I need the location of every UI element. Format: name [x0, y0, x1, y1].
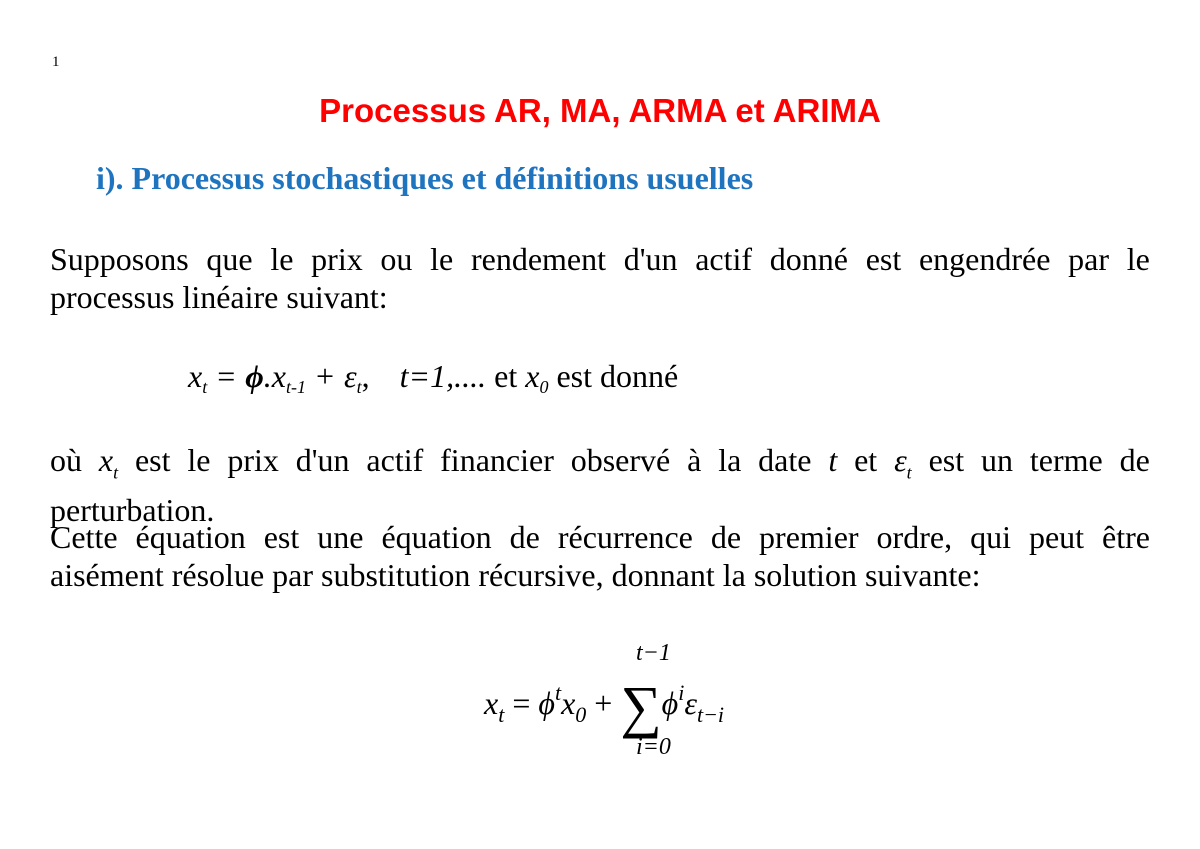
sum-lower-limit: i=0	[636, 734, 671, 760]
word: est	[928, 442, 965, 478]
word: de	[1119, 442, 1150, 478]
word: où	[50, 442, 82, 478]
word: engendrée	[918, 241, 1051, 277]
word: financier	[440, 442, 554, 478]
eq-plus: +	[315, 358, 335, 394]
paragraph-solution	[50, 518, 1150, 594]
word: prix	[311, 241, 363, 277]
inline-var-xt	[99, 441, 118, 491]
word: d'un	[623, 241, 678, 277]
eq-phi: ϕ	[538, 685, 555, 721]
eq-text: est donné	[556, 358, 679, 394]
eq-epsilon: ε	[894, 442, 907, 478]
word: la	[718, 442, 742, 478]
word: Cette	[50, 519, 118, 555]
inline-var-t: t	[828, 442, 838, 478]
word: équation	[135, 519, 246, 555]
eq-phi: ϕ	[661, 685, 679, 721]
word: être	[1102, 519, 1150, 555]
word: un	[980, 442, 1013, 478]
page-number: 1	[52, 54, 60, 70]
word: le	[270, 241, 294, 277]
word: rendement	[470, 241, 606, 277]
word: prix	[227, 442, 279, 478]
word: récurrence	[557, 519, 693, 555]
word: et	[854, 442, 878, 478]
eq-sub: 0	[575, 702, 587, 727]
word: une	[317, 519, 364, 555]
eq-equals: =	[512, 685, 531, 721]
paragraph-intro-line1	[50, 240, 1150, 278]
paragraph-definition-line1	[50, 441, 1150, 491]
word: de	[710, 519, 742, 555]
paragraph-intro-line2: processus linéaire suivant:	[50, 279, 388, 315]
word: qui	[970, 519, 1011, 555]
word: actif	[366, 442, 424, 478]
word: à	[687, 442, 702, 478]
paragraph-definition	[50, 441, 1150, 529]
inline-var-epsilon	[894, 441, 912, 491]
word: de	[509, 519, 540, 555]
eq-text: et	[494, 358, 518, 394]
word: actif	[695, 241, 753, 277]
equation-recurrence	[188, 358, 678, 398]
eq-equals: =	[217, 358, 236, 394]
eq-var-x: .x	[263, 358, 286, 394]
word: le	[187, 442, 211, 478]
eq-comma: ,	[361, 358, 370, 394]
word: Supposons	[50, 241, 189, 277]
eq-phi: ϕ	[245, 358, 264, 394]
eq-var-x: x	[98, 442, 114, 478]
paragraph-solution-line2: aisément résolue par substitution récursive, donnant la solution suivante:	[50, 557, 981, 593]
sum-symbol: ∑	[620, 674, 662, 739]
word: peut	[1028, 519, 1085, 555]
word: donné	[769, 241, 848, 277]
eq-var-x: x	[525, 358, 540, 394]
page-title: Processus AR, MA, ARMA et ARIMA	[319, 92, 881, 129]
eq-sup: t	[554, 680, 562, 705]
eq-sub: t	[498, 702, 505, 727]
eq-var-x: x	[484, 685, 499, 721]
word: d'un	[295, 442, 350, 478]
sum-upper-limit: t−1	[636, 640, 671, 666]
paragraph-solution-line1	[50, 518, 1150, 556]
word: le	[430, 241, 454, 277]
word: est	[865, 241, 902, 277]
word: est	[134, 442, 171, 478]
word: que	[206, 241, 253, 277]
word: terme	[1029, 442, 1103, 478]
section-heading: i). Processus stochastiques et définitions usuelles	[96, 160, 754, 196]
word: premier	[759, 519, 859, 555]
word: équation	[381, 519, 492, 555]
word: ou	[380, 241, 413, 277]
word: ordre,	[876, 519, 953, 555]
eq-var-x: x	[188, 358, 203, 394]
eq-sub: t	[113, 462, 119, 483]
word: est	[263, 519, 300, 555]
equation-solution-main	[484, 674, 725, 739]
eq-sub: t	[906, 462, 912, 483]
eq-sub: t	[356, 377, 362, 397]
eq-sub: t−i	[696, 702, 725, 727]
word: observé	[570, 442, 671, 478]
eq-sub: t-1	[285, 377, 306, 397]
eq-sub: 0	[539, 377, 549, 397]
word: date	[758, 442, 812, 478]
paragraph-definition-line2: perturbation.	[50, 492, 215, 529]
eq-sup: i	[678, 680, 685, 705]
paragraph-intro	[50, 240, 1150, 316]
eq-sub: t	[202, 377, 208, 397]
eq-epsilon: ε	[344, 358, 357, 394]
equation-solution	[484, 640, 784, 770]
eq-epsilon: ε	[684, 685, 697, 721]
word: le	[1126, 241, 1150, 277]
eq-t-range: t=1,....	[399, 358, 487, 394]
word: par	[1068, 241, 1109, 277]
eq-var-x: x	[561, 685, 576, 721]
eq-plus: +	[594, 685, 613, 721]
